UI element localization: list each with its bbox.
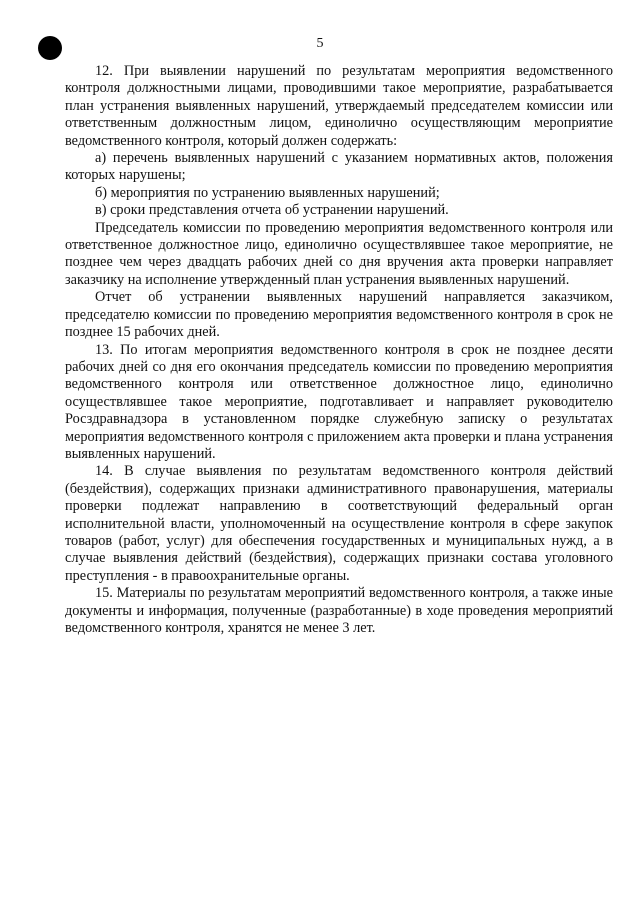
paragraph-12: 12. При выявлении нарушений по результатам мероприятия ведомственного контроля должностными лицами, проводившими такое мероприятие, разрабатывается план устранения выявленных нарушений, утверждаемый председателем комиссии или ответственным должностным лицом, единолично осуществляющим мероприятие ведомственного контроля, который должен содержать: (65, 63, 613, 149)
paragraph-chairman-plan: Председатель комиссии по проведению мероприятия ведомственного контроля или ответственное должностное лицо, единолично осуществлявшее такое мероприятие, не позднее чем через двадцать рабочих дней со дня вручения акта проверки направляет заказчику на исполнение утвержденный план устранения выявленных нарушений. (65, 219, 613, 288)
paragraph-report: Отчет об устранении выявленных нарушений направляется заказчиком, председателю комиссии по проведению мероприятия ведомственного контроля в срок не позднее 15 рабочих дней. (65, 289, 613, 341)
paragraph-12-item-v: в) сроки представления отчета об устранении нарушений. (95, 202, 449, 219)
paragraph-12-item-a: а) перечень выявленных нарушений с указанием нормативных актов, положения которых нарушены; (65, 150, 613, 184)
paragraph-14: 14. В случае выявления по результатам ведомственного контроля действий (бездействия), содержащих признаки административного правонарушения, материалы проверки подлежат направлению в соответствующий федеральный орган исполнительной власти, уполномоченный на осуществление контроля в сфере закупок товаров (работ, услуг) для обеспечения государственных и муниципальных нужд, а в случае выявления действий (бездействия), содержащих признаки состава уголовного преступления - в правоохранительные органы. (65, 463, 613, 584)
page-number: 5 (316, 36, 324, 51)
document-body (65, 63, 613, 637)
paragraph-12-item-b: б) мероприятия по устранению выявленных нарушений; (95, 184, 440, 201)
paragraph-13: 13. По итогам мероприятия ведомственного контроля в срок не позднее десяти рабочих дней со дня его окончания председатель комиссии по проведению мероприятия ведомственного контроля или ответственное должностное лицо, единолично осуществлявшее такое мероприятие, подготавливает и направляет руководителю Росздравнадзора в установленном порядке служебную записку о результатах мероприятия ведомственного контроля с приложением акта проверки и плана устранения выявленных нарушений. (65, 341, 613, 462)
paragraph-15: 15. Материалы по результатам мероприятий ведомственного контроля, а также иные документы и информация, полученные (разработанные) в ходе проведения мероприятий ведомственного контроля, хранятся не менее 3 лет. (65, 585, 613, 636)
